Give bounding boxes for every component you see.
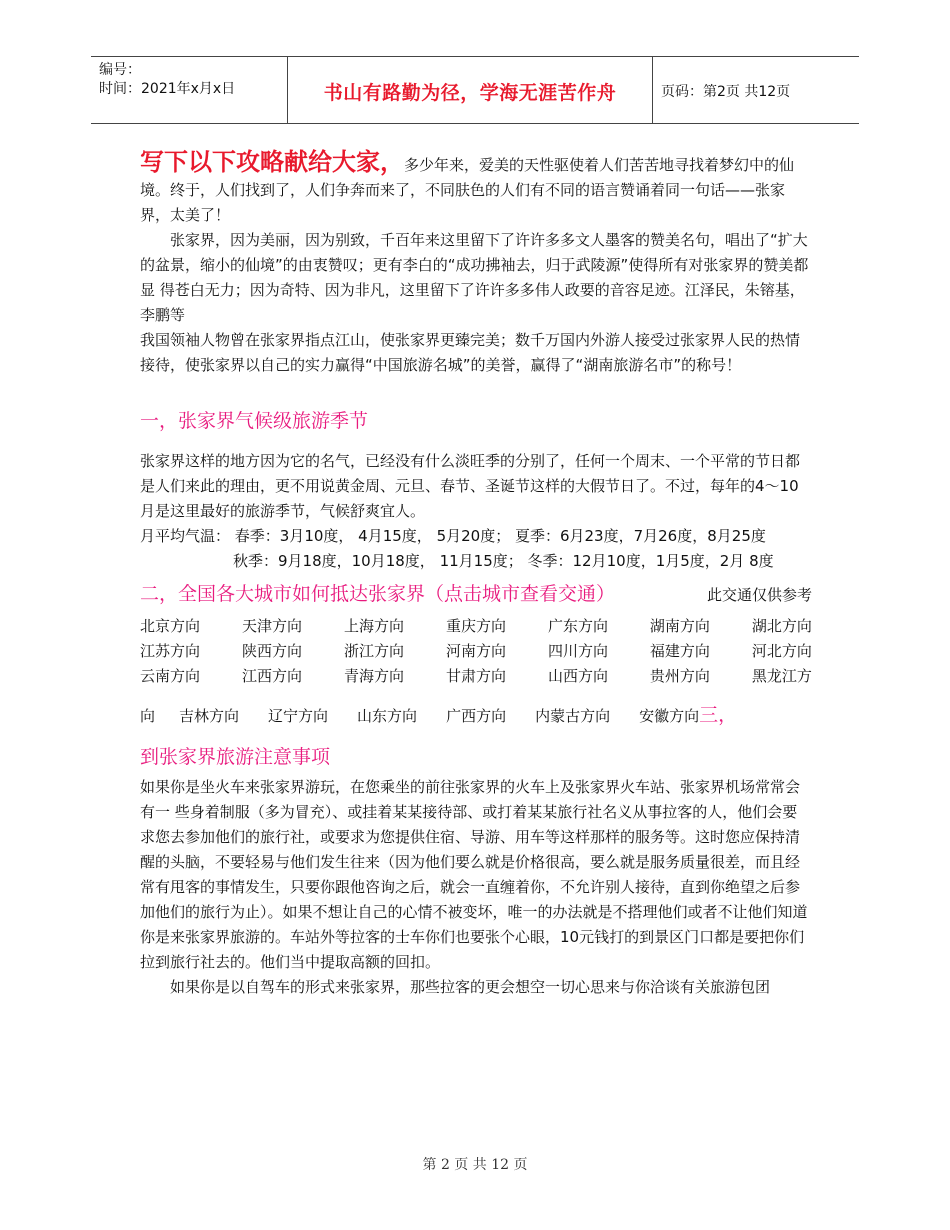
city-link[interactable]: 云南方向 — [140, 667, 201, 685]
intro-paragraph-2: 张家界，因为美丽，因为别致，千百年来这里留下了许许多多文人墨客的赞美名句，唱出了“扩大的盆景，缩小的仙境”的由衷赞叹；更有李白的“成功拂袖去，归于武陵源”使得所有对张家界的赞美都显 得苍白无力；因为奇特、因为非凡，这里留下了许许多多伟人政要的音容足迹。江泽民，朱镕基，李鹏等 — [140, 231, 809, 324]
city-link[interactable]: 江西方向 — [241, 667, 302, 685]
temperature-line-1: 月平均气温： 春季：3月10度， 4月15度， 5月20度； 夏季：6月23度，7月26度，8月25度 — [140, 527, 766, 545]
section3-heading-start: 三， — [699, 704, 738, 726]
city-link[interactable]: 贵州方向 — [649, 667, 710, 685]
city-link[interactable]: 上海方向 — [343, 617, 404, 635]
city-link[interactable]: 北京方向 — [140, 617, 201, 635]
section2-note: 此交通仅供参考 — [706, 586, 812, 604]
city-link[interactable]: 吉林方向 — [179, 707, 240, 725]
section3-paragraph-1: 如果你是坐火车来张家界游玩，在您乘坐的前往张家界的火车上及张家界火车站、张家界机场常常会有一 些身着制服（多为冒充）、或挂着某某接待部、或打着某某旅行社名义从事拉客的人，他们会要求您去参加他们的旅行社，或要求为您提供住宿、导游、用车等这样那样的服务等。这时您应保持清醒的头脑，不要轻易与他们发生往来（因为他们要么就是价格很高，要么就是服务质量很差，而且经常有甩客的事情发生，只要你跟他咨询之后，就会一直缠着你，不允许别人接待，直到你绝望之后参加他们的旅行为止）。如果不想让自己的心情不被变坏，唯一的办法就是不搭理他们或者不让他们知道你是来张家界旅游的。车站外等拉客的士车你们也要张个心眼，10元钱打的到景区门口都是要把你们拉到旅行社去的。他们当中提取高额的回扣。 — [140, 778, 808, 971]
document-body — [140, 150, 812, 1000]
city-link[interactable]: 江苏方向 — [140, 642, 201, 660]
city-link[interactable]: 湖北方向 — [751, 617, 812, 635]
city-link[interactable]: 广西方向 — [446, 707, 507, 725]
section1-paragraph: 张家界这样的地方因为它的名气，已经没有什么淡旺季的分别了，任何一个周末、一个平常的节日都 是人们来此的理由，更不用说黄金周、元旦、春节、圣诞节这样的大假节日了。不过，每年的4～10月是这里最好的旅游季节，气候舒爽宜人。 — [140, 452, 801, 520]
city-links — [140, 614, 812, 689]
header-divider — [652, 57, 653, 123]
header-page-info: 页码：第2页 共12页 — [661, 84, 791, 100]
city-link[interactable]: 甘肃方向 — [445, 667, 506, 685]
city-link[interactable]: 河南方向 — [445, 642, 506, 660]
city-links-last-row — [140, 703, 812, 729]
city-link[interactable]: 山西方向 — [547, 667, 608, 685]
city-link[interactable]: 河北方向 — [751, 642, 812, 660]
city-link[interactable]: 四川方向 — [547, 642, 608, 660]
city-link[interactable]: 湖南方向 — [649, 617, 710, 635]
city-link[interactable]: 广东方向 — [547, 617, 608, 635]
number-label: 编号： — [99, 62, 141, 78]
page-footer: 第 2 页 共 12 页 — [422, 1157, 528, 1173]
intro-paragraph-3: 我国领袖人物曾在张家界指点江山，使张家界更臻完美；数千万国内外游人接受过张家界人民的热情接待，使张家界以自己的实力赢得“中国旅游名城”的美誉，赢得了“湖南旅游名市”的称号！ — [140, 331, 801, 374]
city-link[interactable]: 山东方向 — [357, 707, 418, 725]
city-link[interactable]: 黑龙江方 — [751, 667, 812, 685]
city-link[interactable]: 陕西方向 — [241, 642, 302, 660]
city-link[interactable]: 内蒙古方向 — [535, 707, 611, 725]
section2-heading-row — [140, 582, 812, 608]
city-link[interactable]: 重庆方向 — [445, 617, 506, 635]
header-motto: 书山有路勤为径，学海无涯苦作舟 — [323, 82, 617, 104]
header-meta — [99, 61, 235, 99]
page-header — [91, 56, 859, 124]
time-label: 时间：2021年x月x日 — [99, 81, 236, 97]
city-link[interactable]: 福建方向 — [649, 642, 710, 660]
section3-heading: 到张家界旅游注意事项 — [140, 746, 331, 768]
city-link[interactable]: 青海方向 — [343, 667, 404, 685]
city-link[interactable]: 浙江方向 — [343, 642, 404, 660]
city-link[interactable]: 天津方向 — [241, 617, 302, 635]
city-link[interactable]: 辽宁方向 — [268, 707, 329, 725]
section3-paragraph-2: 如果你是以自驾车的形式来张家界，那些拉客的更会想空一切心思来与你洽谈有关旅游包团 — [170, 978, 771, 996]
temperature-line-2: 秋季：9月18度，10月18度， 11月15度； 冬季：12月10度，1月5度，2月 8度 — [233, 552, 774, 570]
intro-text: 多少年来，爱美的天性驱使着人们苦苦地寻找着梦幻中的仙境。终于，人们找到了，人们争奔而来了，不同肤色的人们有不同的语言赞诵着同一句话——张家界，太美了！ — [140, 156, 795, 224]
intro-title: 写下以下攻略献给大家， — [140, 148, 404, 176]
city-link[interactable]: 安徽方向 — [639, 707, 700, 725]
section2-heading: 二，全国各大城市如何抵达张家界（点击城市查看交通） — [140, 583, 616, 605]
intro-paragraph — [140, 150, 812, 228]
city-link[interactable]: 向 — [140, 707, 156, 725]
section1-heading: 一，张家界气候级旅游季节 — [140, 410, 369, 432]
